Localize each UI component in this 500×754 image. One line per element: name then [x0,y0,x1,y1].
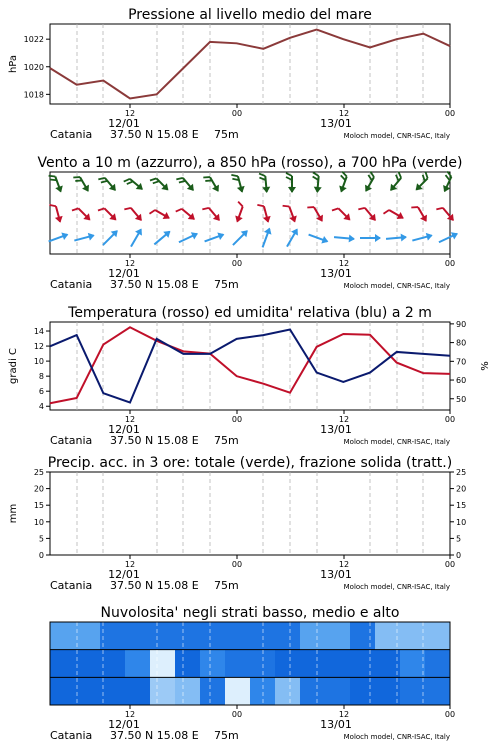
cloud-cell-alto [400,622,426,650]
y-tick-label: 4 [38,402,44,412]
cloud-cell-medio [275,650,301,678]
wind-arrow-10m [152,228,173,248]
cloud-cell-basso [175,677,201,705]
wind-arrow-850hPa [176,204,198,225]
y-tick-label: 5 [38,534,44,544]
wind-arrow-850hPa [411,202,430,224]
y-tick-label-right: 25 [456,468,467,477]
panel-title: Precip. acc. in 3 ore: totale (verde), frazione solida (tratt.) [47,455,453,471]
coords-label: 37.50 N 15.08 E [110,128,199,141]
wind-barb [176,176,183,182]
wind-arrow-700hPa [176,173,197,195]
wind-arrow-850hPa [231,202,247,224]
elevation-label: 75m [214,278,239,291]
arrow-head [88,231,96,240]
wind-arrow-850hPa [257,202,272,224]
elevation-label: 75m [214,434,239,447]
wind-arrow-700hPa [98,173,119,195]
panel-title: Nuvolosita' negli strati basso, medio e alto [100,605,400,621]
wind-arrow-700hPa [231,172,246,194]
wind-barb [411,204,418,210]
date-label: 13/01 [320,718,352,731]
y-tick-label-right: 50 [456,394,467,404]
panel-title: Temperatura (rosso) ed umidita' relativa (blu) a 2 m [68,305,432,321]
arrow-head [264,226,274,234]
cloud-cell-basso [150,677,176,705]
location-label: Catania [50,128,93,141]
elevation-label: 75m [214,128,239,141]
cloud-cell-medio [225,650,251,678]
cloud-cell-medio [400,650,426,678]
temperature-series-line [50,327,450,403]
wind-arrow-700hPa [411,172,432,193]
model-credit: Moloch model, CNR-ISAC, Italy [343,282,450,290]
y-tick-label: 10 [33,517,44,527]
y-tick-label-right: 10 [456,517,467,527]
cloud-cell-basso [200,677,226,705]
cloud-cell-alto [100,622,126,650]
wind-arrow-850hPa [72,203,93,224]
wind-barb [283,204,290,209]
wind-barb [149,209,155,216]
y-tick-label-right: 5 [456,534,462,544]
y-tick-label-right: 60 [456,376,467,386]
y-axis-label: gradi C [8,348,19,384]
date-label: 13/01 [320,117,352,130]
arrow-head [262,187,270,194]
y-tick-label-right: 70 [456,357,467,367]
wind-arrow-10m [386,233,408,243]
cloud-cell-medio [50,650,76,678]
arrow-head [401,233,408,241]
wind-arrow-850hPa [358,203,379,225]
date-label: 12/01 [108,117,140,130]
y-tick-label: 0 [38,551,44,560]
arrow-head [349,234,356,242]
arrow-head [61,230,69,240]
arrow-head [263,216,272,224]
cloud-cell-alto [200,622,226,650]
y-tick-label-right: 15 [456,501,467,511]
cloud-cell-medio [75,650,101,678]
wind-arrow-10m [259,226,274,248]
wind-arrow-700hPa [49,172,65,194]
plot-frame [50,472,450,555]
wind-arrow-700hPa [124,174,146,195]
wind-arrow-850hPa [383,205,405,224]
arrow-head [451,230,460,240]
cloud-cell-basso [400,677,426,705]
x-tick-label: 00 [444,415,456,424]
arrow-head [337,185,347,193]
plot-frame [50,322,450,410]
elevation-label: 75m [214,729,239,742]
wind-arrow-850hPa [124,203,145,225]
wind-arrow-10m [334,233,356,243]
location-label: Catania [50,579,93,592]
arrow-head [321,236,329,246]
cloud-cell-medio [325,650,351,678]
y-tick-label: 20 [33,484,44,494]
arrow-head [191,230,200,240]
wind-arrow-700hPa [150,173,171,194]
coords-label: 37.50 N 15.08 E [110,729,199,742]
wind-arrow-700hPa [386,172,407,194]
y-tick-label-right: 0 [456,551,462,560]
cloud-cell-alto [275,622,301,650]
date-label: 13/01 [320,267,352,280]
location-label: Catania [50,729,93,742]
arrow-head [55,185,65,193]
y-tick-label: 14 [33,327,44,337]
y-tick-label: 25 [33,468,44,477]
wind-arrow-700hPa [335,172,351,194]
x-tick-label: 12 [124,560,136,569]
y-tick-label: 8 [38,372,44,382]
wind-arrow-850hPa [202,203,223,225]
cloud-cell-basso [100,677,126,705]
wind-barb [307,204,314,210]
wind-barb [383,209,389,216]
wind-barb [203,174,210,180]
coords-label: 37.50 N 15.08 E [110,579,199,592]
cloud-cell-alto [325,622,351,650]
y-axis-label: hPa [8,54,19,74]
x-tick-label: 00 [444,710,456,719]
arrow-head [55,216,64,224]
arrow-head [233,215,243,223]
y-axis-label-right: % [480,361,491,371]
cloud-cell-alto [225,622,251,650]
arrow-head [288,187,296,193]
arrow-head [316,215,326,224]
x-tick-label: 12 [124,259,136,268]
cloud-cell-medio [200,650,226,678]
wind-arrow-850hPa [332,203,353,224]
arrow-head [313,187,321,194]
arrow-head [82,185,92,194]
arrow-head [362,185,372,194]
cloud-cell-alto [425,622,451,650]
wind-barb [202,206,209,212]
x-tick-label: 12 [338,710,350,719]
cloud-cell-basso [350,677,376,705]
date-label: 12/01 [108,718,140,731]
arrow-head [291,226,301,235]
y-tick-label: 15 [33,501,44,511]
wind-barb [332,206,338,212]
pressure-series-line [50,30,450,99]
cloud-cell-alto [50,622,76,650]
cloud-cell-alto [75,622,101,650]
model-credit: Moloch model, CNR-ISAC, Italy [343,583,450,591]
cloud-cell-medio [175,650,201,678]
cloud-cell-basso [275,677,301,705]
cloud-cell-alto [300,622,326,650]
arrow-head [289,215,299,223]
wind-arrow-10m [411,231,433,244]
wind-arrow-10m [360,234,381,242]
wind-barb [313,173,319,177]
cloud-cell-basso [325,677,351,705]
wind-arrow-10m [128,226,145,248]
y-tick-label: 1022 [23,35,44,45]
cloud-cell-basso [300,677,326,705]
wind-barb [436,206,443,212]
wind-arrow-700hPa [259,173,271,194]
cloud-cell-medio [350,650,376,678]
wind-arrow-700hPa [73,172,92,194]
wind-barb [231,173,238,177]
wind-barb [237,202,244,207]
x-tick-label: 12 [338,109,350,118]
cloud-cell-medio [100,650,126,678]
wind-arrow-700hPa [203,172,222,194]
arrow-head [212,185,222,194]
coords-label: 37.50 N 15.08 E [110,278,199,291]
cloud-cell-medio [300,650,326,678]
y-tick-label: 6 [38,387,44,397]
date-label: 13/01 [320,423,352,436]
cloud-cell-alto [150,622,176,650]
wind-arrow-10m [47,230,69,245]
wind-arrow-850hPa [149,205,171,224]
arrow-head [237,186,246,194]
wind-arrow-850hPa [49,202,64,224]
wind-barb [358,206,365,212]
arrow-head [420,215,430,224]
y-tick-label-right: 90 [456,319,467,329]
cloud-cell-medio [425,650,451,678]
x-tick-label: 12 [124,710,136,719]
wind-barb [286,173,292,176]
elevation-label: 75m [214,579,239,592]
model-credit: Moloch model, CNR-ISAC, Italy [343,438,450,446]
cloud-cell-basso [50,677,76,705]
x-tick-label: 00 [231,560,243,569]
wind-arrow-10m [203,230,225,245]
model-credit: Moloch model, CNR-ISAC, Italy [343,132,450,140]
cloud-cell-basso [75,677,101,705]
wind-arrow-10m [284,226,301,248]
y-tick-label-right: 20 [456,484,467,494]
wind-arrow-700hPa [286,173,296,193]
location-label: Catania [50,434,93,447]
x-tick-label: 00 [231,259,243,268]
wind-arrow-700hPa [439,171,457,193]
date-label: 13/01 [320,568,352,581]
wind-barb [176,207,182,214]
arrow-head [426,231,434,240]
x-tick-label: 12 [124,109,136,118]
plot-frame [50,24,450,104]
arrow-head [163,212,172,222]
wind-arrow-850hPa [283,202,299,224]
y-tick-label-right: 80 [456,338,467,348]
wind-arrow-850hPa [98,203,119,224]
wind-arrow-10m [307,231,329,246]
arrow-head [441,185,451,194]
arrow-head [397,212,406,222]
y-tick-label: 10 [33,357,44,367]
arrow-head [217,230,225,240]
y-tick-label: 12 [33,342,44,352]
wind-arrow-10m [437,230,459,246]
cloud-cell-medio [150,650,176,678]
x-tick-label: 00 [231,710,243,719]
x-tick-label: 00 [444,109,456,118]
wind-barb [124,206,131,212]
x-tick-label: 12 [338,415,350,424]
x-tick-label: 12 [124,415,136,424]
date-label: 12/01 [108,568,140,581]
wind-barb [98,176,105,182]
wind-arrow-10m [177,230,199,246]
y-tick-label: 1020 [23,62,44,72]
date-label: 12/01 [108,267,140,280]
cloud-cell-basso [125,677,151,705]
wind-arrow-10m [230,227,251,248]
y-axis-label: mm [8,503,19,524]
x-tick-label: 12 [338,259,350,268]
x-tick-label: 12 [338,560,350,569]
cloud-cell-basso [225,677,251,705]
y-tick-label: 1018 [23,90,44,100]
location-label: Catania [50,278,93,291]
x-tick-label: 00 [231,109,243,118]
wind-arrow-850hPa [436,203,457,225]
panel-title: Vento a 10 m (azzurro), a 850 hPa (rosso), a 700 hPa (verde) [37,155,463,171]
cloud-cell-basso [425,677,451,705]
arrow-head [375,234,381,242]
x-tick-label: 00 [444,560,456,569]
arrow-head [135,226,145,235]
wind-barb [259,173,265,177]
panel-title: Pressione al livello medio del mare [128,7,372,23]
coords-label: 37.50 N 15.08 E [110,434,199,447]
x-tick-label: 00 [444,259,456,268]
cloud-cell-alto [125,622,151,650]
date-label: 12/01 [108,423,140,436]
model-credit: Moloch model, CNR-ISAC, Italy [343,733,450,741]
cloud-cell-alto [175,622,201,650]
x-tick-label: 00 [231,415,243,424]
cloud-cell-alto [350,622,376,650]
cloud-cell-medio [125,650,151,678]
